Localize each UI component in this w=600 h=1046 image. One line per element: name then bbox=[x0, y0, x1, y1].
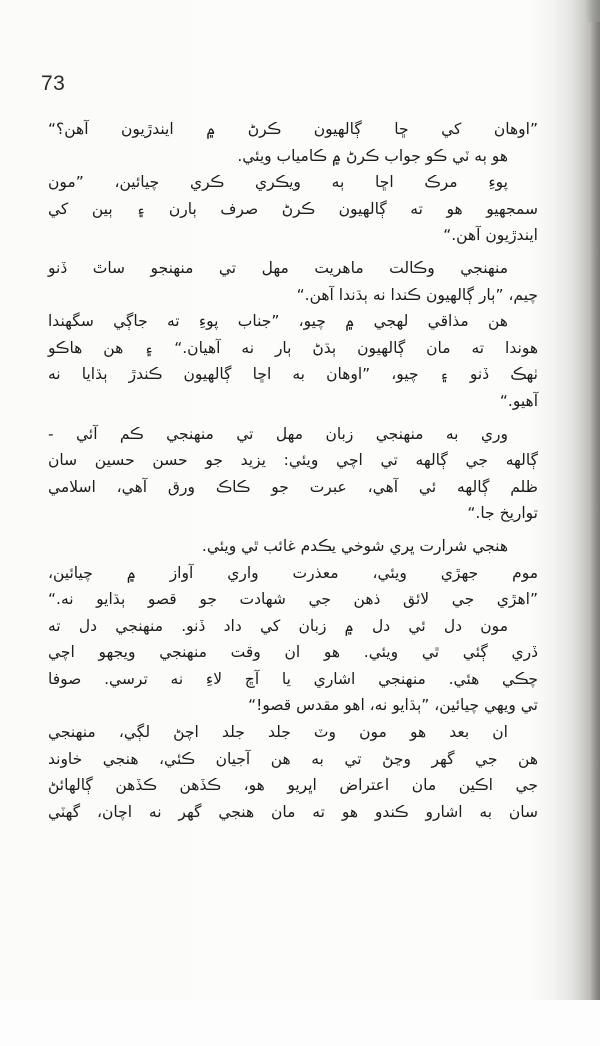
text-line: سان به اشارو ڪندو هو ته مان هنجي گهر نه اچان، گهٽي bbox=[48, 802, 538, 821]
text-line: تي ويهي چيائين، ”ٻڌايو نه، اهو مقدس قصو!“ bbox=[248, 696, 538, 715]
text-line: ٺهڪ ڏنو ۽ چيو، ”اوهان به اڇا ڳالهيون ڪندڙ ٻڌايا نه bbox=[48, 365, 538, 384]
text-line: هوندا ته مان ڳالهيون ٻڌڻ ٻار نه آهيان.“ ۽ هن هاڪو bbox=[48, 338, 538, 357]
paragraph bbox=[48, 116, 538, 169]
paragraph bbox=[48, 169, 538, 249]
text-line: ان بعد هو مون وٽ جلد جلد اچڻ لڳي، منهنجي bbox=[48, 723, 508, 742]
text-line: هن جي گهر وڃڻ تي به هن آجيان ڪئي، هنجي خاوند bbox=[48, 749, 538, 768]
paragraph bbox=[48, 719, 538, 825]
text-line: منهنجي وڪالت ماهريت مهل تي منهنجو ساٿ ڏنو bbox=[48, 258, 508, 277]
scan-bottom-margin bbox=[0, 1000, 600, 1046]
text-line: موم جهڙي ويئي، معذرت واري آواز ۾ چيائين، bbox=[48, 563, 538, 582]
paragraph bbox=[48, 255, 538, 308]
page-number: 73 bbox=[41, 72, 66, 95]
text-line: ”اهڙي جي لائق ذهن جي شهادت جو قصو ٻڌايو نه.“ bbox=[48, 590, 538, 609]
text-line: آهيو.“ bbox=[499, 391, 538, 410]
text-line: ڳالهه جي ڳالهه تي اچي ويئي: يزيد جو حسن حسين سان bbox=[48, 451, 538, 470]
text-line: ”اوهان کي ڇا ڳالهيون ڪرڻ ۾ ايندڙيون آهن؟“ bbox=[48, 120, 538, 138]
text-line: ظلم ڳالهه ئي آهي، عبرت جو ڪاڪ ورق آهي، اسلامي bbox=[48, 477, 538, 496]
text-line: ايندڙيون آهن.“ bbox=[443, 226, 538, 245]
book-binding-shadow bbox=[580, 22, 600, 1000]
paragraph bbox=[48, 533, 538, 613]
paragraph bbox=[48, 613, 538, 719]
paragraph bbox=[48, 308, 538, 414]
text-line: سمجهيو هو ته ڳالهيون ڪرڻ صرف ٻارن ۽ ٻين کي bbox=[48, 199, 538, 218]
text-line: هن مذاقي لهجي ۾ چيو، ”جناب پوءِ ته جاڳي سگهندا bbox=[48, 312, 508, 331]
text-line: هنجي شرارت ڀري شوخي يڪدم غائب ٿي ويئي. bbox=[201, 536, 508, 555]
text-line: هو ٻه ٽي ڪو جواب ڪرڻ ۾ ڪامياب ويئي. bbox=[237, 146, 508, 165]
text-line: پوءِ مرڪ اڇا ٻه ويڪري ڪري چيائين، ”مون bbox=[48, 173, 508, 192]
text-line: چڪي هئي. منهنجي اشاري يا آڇ لاءِ نه ترسي. صوفا bbox=[48, 669, 538, 688]
text-line: مون دل ئي دل ۾ زبان کي داد ڏنو. منهنجي دل ته bbox=[48, 616, 508, 635]
text-line: ڏري ڳئي ٿي ويئي. هو ان وقت منهنجي ويجهو اچي bbox=[48, 643, 538, 662]
text-line: تواريخ جا.“ bbox=[467, 504, 538, 523]
text-line: وري به منهنجي زبان مهل تي منهنجي ڪم آئي - bbox=[48, 424, 508, 443]
text-line: جي اڪين مان اعتراض اڀريو هو، ڪڏهن ڪڏهن ڳالهائڻ bbox=[48, 776, 538, 795]
text-line: چيم، ”ٻار ڳالهيون ڪندا نه ٻڌندا آهن.“ bbox=[296, 285, 538, 304]
body-text bbox=[48, 116, 538, 825]
paragraph bbox=[48, 421, 538, 527]
